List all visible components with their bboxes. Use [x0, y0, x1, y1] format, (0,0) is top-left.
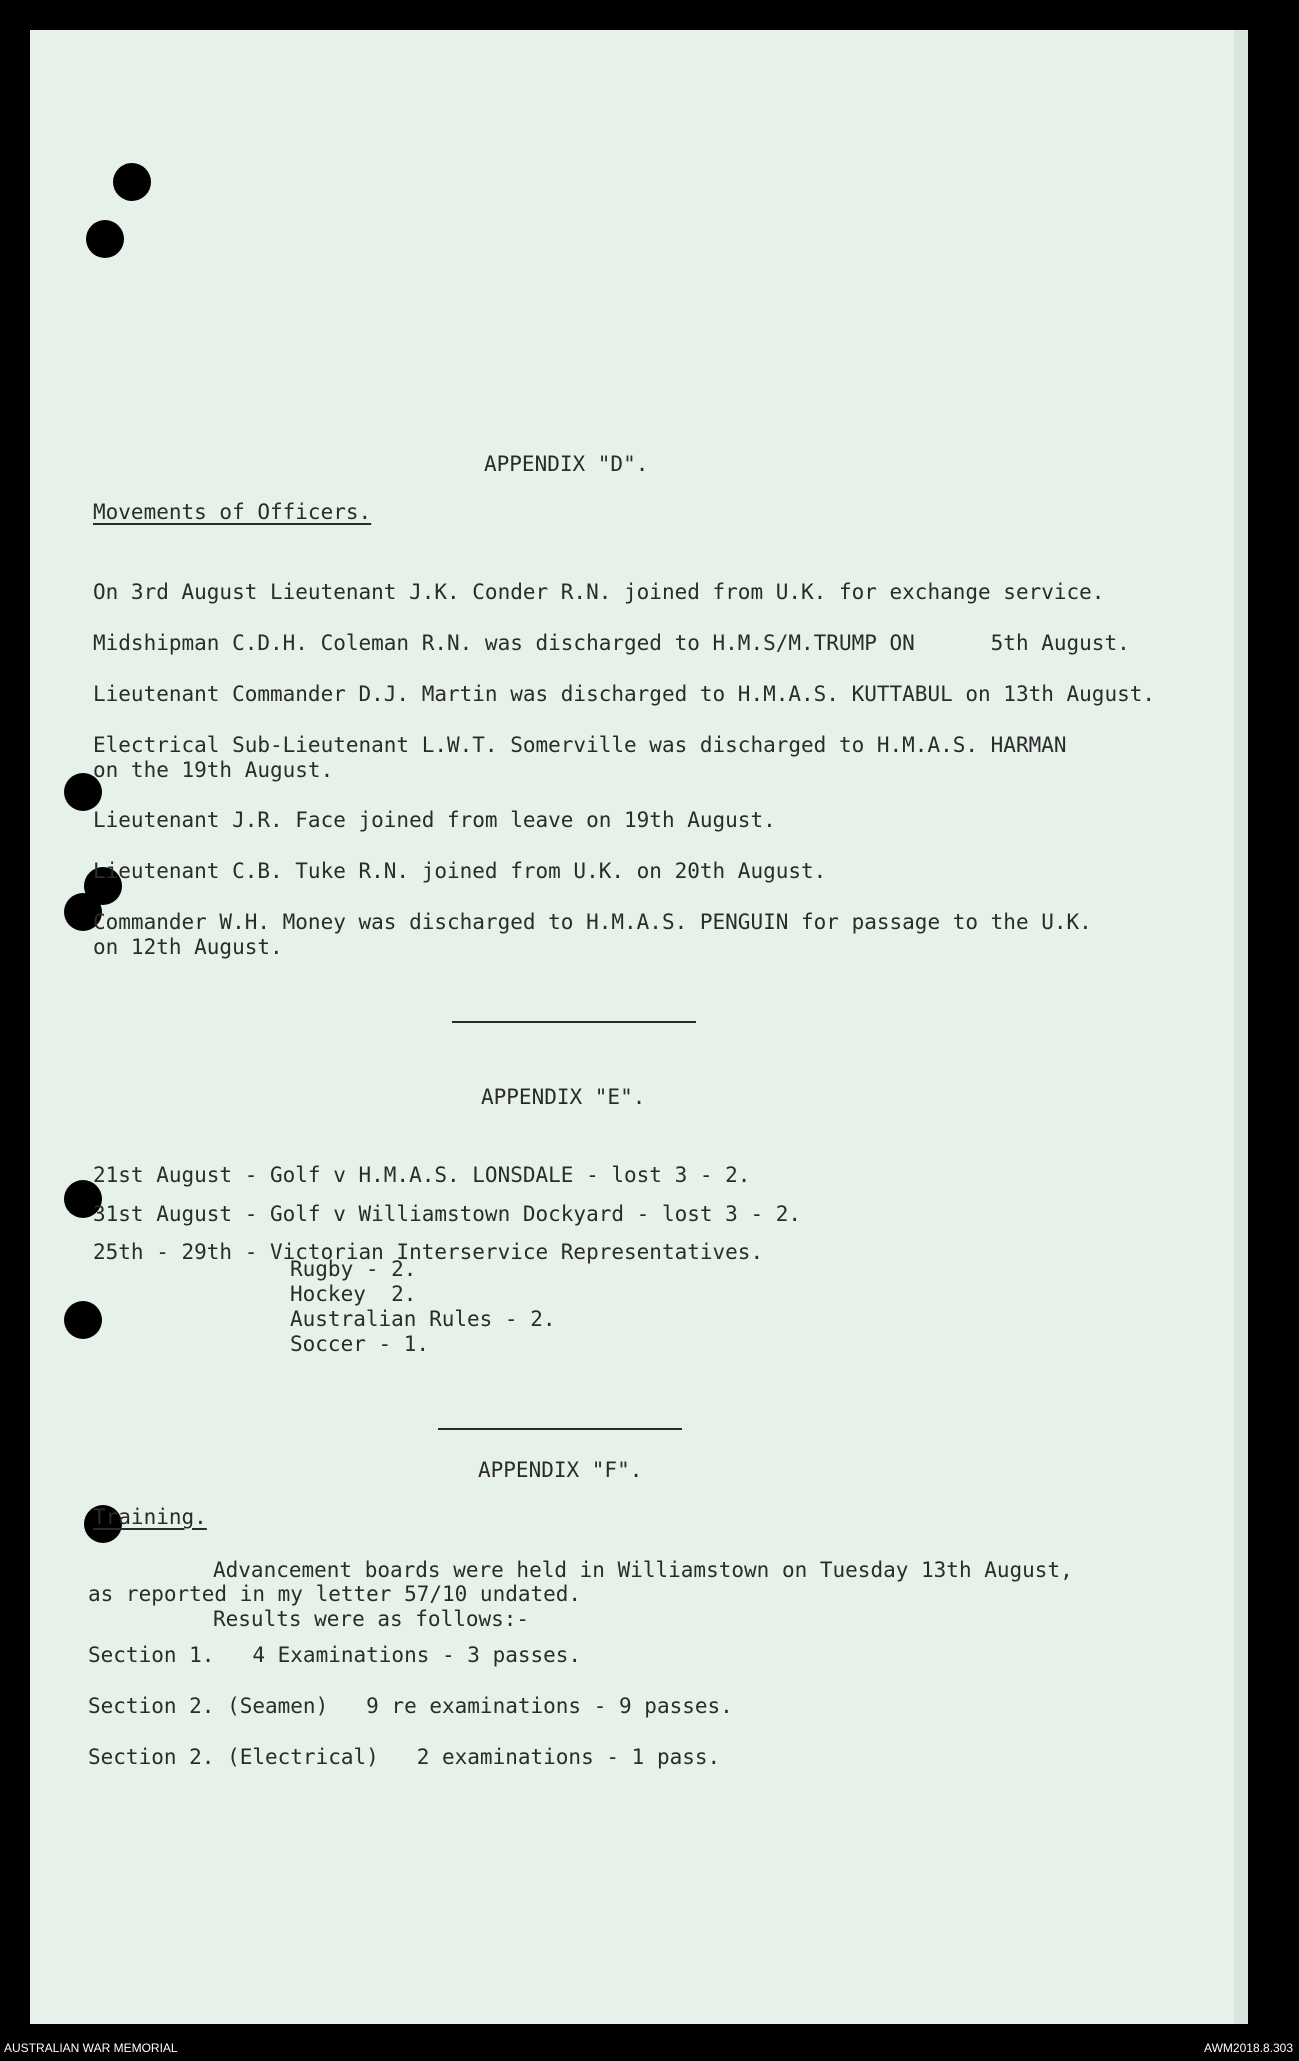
appendix-e-line: 25th - 29th - Victorian Interservice Representatives.	[93, 1240, 764, 1264]
footer-institution: AUSTRALIAN WAR MEMORIAL	[4, 2041, 178, 2055]
appendix-f-paragraph: Advancement boards were held in Williamstown on Tuesday 13th August,	[213, 1558, 1073, 1582]
punch-hole	[86, 220, 124, 258]
section-divider	[452, 1021, 696, 1023]
appendix-d-line: Lieutenant C.B. Tuke R.N. joined from U.K. on 20th August.	[93, 859, 827, 883]
appendix-d-line: Lieutenant J.R. Face joined from leave on 19th August.	[93, 808, 776, 832]
appendix-d-line: On 3rd August Lieutenant J.K. Conder R.N. joined from U.K. for exchange service.	[93, 580, 1105, 604]
appendix-d-subheading: Movements of Officers.	[93, 500, 372, 524]
appendix-d-line: on 12th August.	[93, 935, 283, 959]
exam-result: Section 1. 4 Examinations - 3 passes.	[88, 1643, 582, 1667]
appendix-f-title: APPENDIX "F".	[478, 1458, 643, 1482]
section-divider	[438, 1428, 682, 1430]
document-page	[30, 30, 1248, 2024]
sport-result: Soccer - 1.	[290, 1332, 430, 1356]
sport-result: Hockey 2.	[290, 1282, 417, 1306]
appendix-d-title: APPENDIX "D".	[484, 452, 649, 476]
appendix-f-paragraph: Results were as follows:-	[213, 1607, 530, 1631]
appendix-d-line: Commander W.H. Money was discharged to H.M.A.S. PENGUIN for passage to the U.K.	[93, 910, 1092, 934]
appendix-d-line: on the 19th August.	[93, 758, 334, 782]
appendix-d-line: Lieutenant Commander D.J. Martin was discharged to H.M.A.S. KUTTABUL on 13th August.	[93, 682, 1156, 706]
punch-hole	[113, 163, 151, 201]
footer-reference: AWM2018.8.303	[1204, 2041, 1293, 2055]
appendix-d-line: Midshipman C.D.H. Coleman R.N. was discharged to H.M.S/M.TRUMP ON 5th August.	[93, 631, 1130, 655]
exam-result: Section 2. (Seamen) 9 re examinations - 9 passes.	[88, 1694, 733, 1718]
sport-result: Rugby - 2.	[290, 1257, 417, 1281]
sport-result: Australian Rules - 2.	[290, 1307, 556, 1331]
exam-result: Section 2. (Electrical) 2 examinations - 1 pass.	[88, 1745, 721, 1769]
appendix-e-line: 21st August - Golf v H.M.A.S. LONSDALE - lost 3 - 2.	[93, 1163, 751, 1187]
appendix-e-title: APPENDIX "E".	[481, 1085, 646, 1109]
punch-hole	[64, 1301, 102, 1339]
appendix-f-subheading: Training.	[93, 1505, 207, 1529]
appendix-e-line: 31st August - Golf v Williamstown Dockyard - lost 3 - 2.	[93, 1202, 802, 1226]
appendix-f-paragraph: as reported in my letter 57/10 undated.	[88, 1582, 582, 1606]
appendix-d-line: Electrical Sub-Lieutenant L.W.T. Somerville was discharged to H.M.A.S. HARMAN	[93, 733, 1067, 757]
